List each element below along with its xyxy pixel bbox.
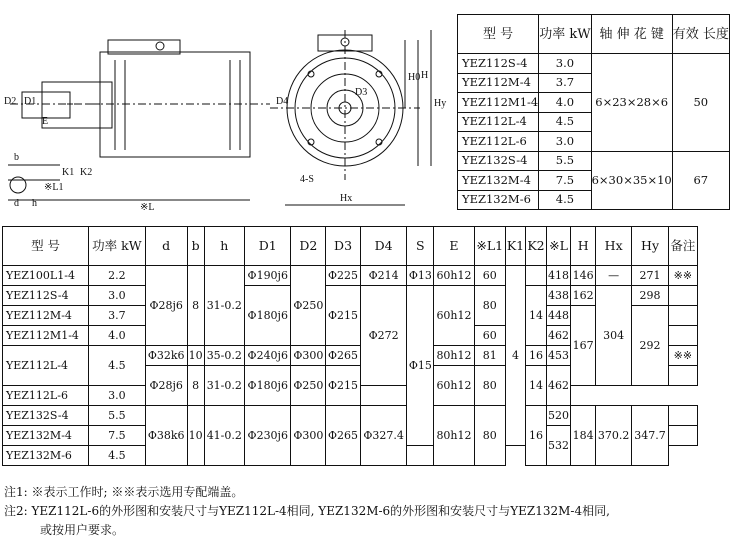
header-model: 型 号: [3, 227, 89, 266]
cell-power: 5.5: [89, 406, 145, 426]
dim-label-L1: ※L1: [44, 182, 64, 193]
cell-L1: 60: [474, 266, 505, 286]
dim-label-H0: H0: [408, 72, 421, 83]
cell-model: YEZ112S-4: [3, 286, 89, 306]
header-Hx: Hx: [595, 227, 631, 266]
cell-D3: Φ215: [326, 286, 361, 346]
cell-E: 60h12: [434, 366, 474, 406]
cell-D4: Φ272: [360, 286, 406, 386]
cell-Hy: 292: [632, 306, 668, 386]
cell-b: 10: [187, 406, 204, 466]
header-d: d: [145, 227, 187, 266]
cell-Hy: 347.7: [632, 406, 668, 466]
header-remark: 备注: [668, 227, 697, 266]
cell-L1: 80: [474, 286, 505, 326]
cell-K2: 16: [526, 406, 546, 466]
cell-power: 4.5: [89, 346, 145, 386]
dim-label-b: b: [14, 152, 19, 163]
cell-D2: Φ300: [291, 346, 326, 366]
spline-power: 5.5: [539, 151, 591, 171]
spline-model: YEZ132M-4: [458, 171, 539, 191]
dim-label-d: d: [14, 198, 19, 209]
table-row: [3, 286, 698, 306]
cell-D1: Φ240j6: [245, 346, 291, 366]
dimension-table: [2, 226, 698, 466]
cell-L: 448: [546, 306, 571, 326]
cell-S: Φ15: [407, 286, 434, 446]
note-2-cont: 或按用户要求。: [40, 523, 125, 537]
cell-L1: 80: [474, 366, 505, 406]
spline-power: 7.5: [539, 171, 591, 191]
cell-d: Φ28j6: [145, 366, 187, 406]
cell-D2: Φ300: [291, 406, 326, 466]
cell-model: YEZ132M-4: [3, 426, 89, 446]
cell-D1: Φ180j6: [245, 286, 291, 346]
spline-power: 3.0: [539, 54, 591, 74]
cell-D3: Φ225: [326, 266, 361, 286]
cell-L: 520: [546, 406, 571, 426]
spline-header-power: 功率 kW: [539, 15, 591, 54]
header-D1: D1: [245, 227, 291, 266]
cell-h: 31-0.2: [204, 266, 245, 346]
cell-L: 462: [546, 326, 571, 346]
cell-Hy: 271: [632, 266, 668, 286]
dimension-header-row: [3, 227, 698, 266]
spline-model: YEZ132S-4: [458, 151, 539, 171]
spline-power: 4.0: [539, 93, 591, 113]
dim-label-K2: K2: [80, 167, 93, 178]
cell-L1: 80: [474, 406, 505, 466]
table-row: [3, 266, 698, 286]
cell-h: 35-0.2: [204, 346, 245, 366]
cell-b: 10: [187, 346, 204, 366]
cell-d: Φ38k6: [145, 406, 187, 466]
header-H: H: [571, 227, 596, 266]
spline-power: 4.5: [539, 112, 591, 132]
cell-L1: 81: [474, 346, 505, 366]
cell-D2: Φ250: [291, 366, 326, 406]
cell-D3: Φ265: [326, 406, 361, 466]
note-1: 注1: ※表示工作时; ※※表示选用专配端盖。: [4, 485, 244, 499]
cell-model: YEZ112L-6: [3, 386, 89, 406]
cell-remark: [407, 446, 434, 466]
cell-K2: [526, 266, 546, 286]
cell-power: 3.0: [89, 286, 145, 306]
cell-remark: [668, 286, 697, 306]
front-dimension-labels: [276, 70, 446, 204]
cell-K2: 16: [526, 346, 546, 366]
cell-D1: Φ190j6: [245, 266, 291, 286]
spline-row: [458, 54, 730, 74]
cell-S: Φ13: [407, 266, 434, 286]
spline-spec: 6×30×35×10: [591, 151, 672, 210]
cell-power: 7.5: [89, 426, 145, 446]
cell-b: 8: [187, 366, 204, 406]
spline-header-model: 型 号: [458, 15, 539, 54]
cell-H: 167: [571, 306, 596, 386]
cell-model: YEZ100L1-4: [3, 266, 89, 286]
cell-model: YEZ112L-4: [3, 346, 89, 386]
cell-L: 462: [546, 366, 571, 406]
cell-L: 532: [546, 426, 571, 466]
spline-model: YEZ132M-6: [458, 190, 539, 210]
dim-label-Hy: Hy: [434, 98, 447, 109]
spline-length: 50: [672, 54, 729, 152]
dim-label-h: h: [32, 198, 37, 209]
header-K2: K2: [526, 227, 546, 266]
cell-h: 41-0.2: [204, 406, 245, 466]
cell-remark: [668, 366, 697, 386]
cell-L1: 60: [474, 326, 505, 346]
cell-remark: ※※: [668, 266, 697, 286]
dim-label-D4: D4: [276, 96, 289, 107]
cell-K2: 14: [526, 366, 546, 406]
cell-remark: [360, 386, 406, 406]
cell-E: 80h12: [434, 406, 474, 466]
cell-remark: ※※: [668, 346, 697, 366]
dim-label-Hx: Hx: [340, 193, 353, 204]
cell-D4: Φ214: [360, 266, 406, 286]
cell-H: 184: [571, 406, 596, 466]
cell-L: 453: [546, 346, 571, 366]
dim-label-D3: D3: [355, 87, 368, 98]
note-2: 注2: YEZ112L-6的外形图和安装尺寸与YEZ112L-4相同, YEZ132M-6的外形图和安装尺寸与YEZ132M-4相同,: [4, 504, 610, 518]
cell-D1: Φ230j6: [245, 406, 291, 466]
cell-D4: Φ327.4: [360, 406, 406, 466]
dim-label-L: ※L: [140, 202, 155, 213]
cell-remark: [668, 406, 697, 426]
spline-model: YEZ112L-4: [458, 112, 539, 132]
spline-model: YEZ112M1-4: [458, 93, 539, 113]
cell-d: Φ32k6: [145, 346, 187, 366]
spline-header-row: [458, 15, 730, 54]
header-power: 功率 kW: [89, 227, 145, 266]
cell-power: 3.7: [89, 306, 145, 326]
cell-model: YEZ112M-4: [3, 306, 89, 326]
spline-row: [458, 151, 730, 171]
cell-model: YEZ132M-6: [3, 446, 89, 466]
cell-h: 31-0.2: [204, 366, 245, 406]
motor-outline-drawing: [0, 0, 455, 226]
spline-header-spline: 轴 伸 花 键: [591, 15, 672, 54]
cell-model: YEZ132S-4: [3, 406, 89, 426]
cell-power: 2.2: [89, 266, 145, 286]
cell-D1: Φ180j6: [245, 366, 291, 406]
cell-D3: Φ215: [326, 366, 361, 406]
cell-power: 4.5: [89, 446, 145, 466]
cell-remark: [668, 326, 697, 346]
table-row: [3, 406, 698, 426]
cell-E: 80h12: [434, 346, 474, 366]
header-D3: D3: [326, 227, 361, 266]
cell-Hx: 370.2: [595, 406, 631, 466]
cell-H: 162: [571, 286, 596, 306]
spline-header-length: 有效 长度: [672, 15, 729, 54]
spline-spec: 6×23×28×6: [591, 54, 672, 152]
cell-L: 438: [546, 286, 571, 306]
cell-remark: [668, 426, 697, 446]
header-h: h: [204, 227, 245, 266]
cell-L: 418: [546, 266, 571, 286]
spline-model: YEZ112L-6: [458, 132, 539, 152]
cell-Hx: 304: [595, 286, 631, 386]
dim-label-D1: D1: [24, 96, 37, 107]
cell-model: YEZ112M1-4: [3, 326, 89, 346]
front-view: [270, 30, 431, 205]
cell-power: 4.0: [89, 326, 145, 346]
header-D4: D4: [360, 227, 406, 266]
header-S: S: [407, 227, 434, 266]
cell-remark: [668, 306, 697, 326]
dim-label-H: H: [421, 70, 429, 81]
cell-power: 3.0: [89, 386, 145, 406]
cell-E: 60h12: [434, 286, 474, 346]
spline-power: 3.0: [539, 132, 591, 152]
cell-D2: Φ250: [291, 266, 326, 346]
header-K1: K1: [505, 227, 525, 266]
dim-label-4S: 4-S: [300, 174, 314, 185]
cell-K1: 4: [505, 266, 525, 446]
cell-Hx: —: [595, 266, 631, 286]
spline-model: YEZ112M-4: [458, 73, 539, 93]
header-L1: ※L1: [474, 227, 505, 266]
spline-power: 4.5: [539, 190, 591, 210]
header-L: ※L: [546, 227, 571, 266]
header-b: b: [187, 227, 204, 266]
cell-Hy: 298: [632, 286, 668, 306]
side-dimension-labels: [4, 96, 155, 213]
cell-K2: 14: [526, 286, 546, 346]
header-E: E: [434, 227, 474, 266]
spline-power: 3.7: [539, 73, 591, 93]
cell-H: 146: [571, 266, 596, 286]
cell-b: 8: [187, 266, 204, 346]
cell-E: 60h12: [434, 266, 474, 286]
spline-length: 67: [672, 151, 729, 210]
cell-d: Φ28j6: [145, 266, 187, 346]
header-D2: D2: [291, 227, 326, 266]
spline-model: YEZ112S-4: [458, 54, 539, 74]
cell-D3: Φ265: [326, 346, 361, 366]
header-Hy: Hy: [632, 227, 668, 266]
dim-label-D2: D2: [4, 96, 17, 107]
spline-table: [457, 14, 730, 210]
dim-label-E: E: [42, 116, 49, 127]
dim-label-K1: K1: [62, 167, 75, 178]
